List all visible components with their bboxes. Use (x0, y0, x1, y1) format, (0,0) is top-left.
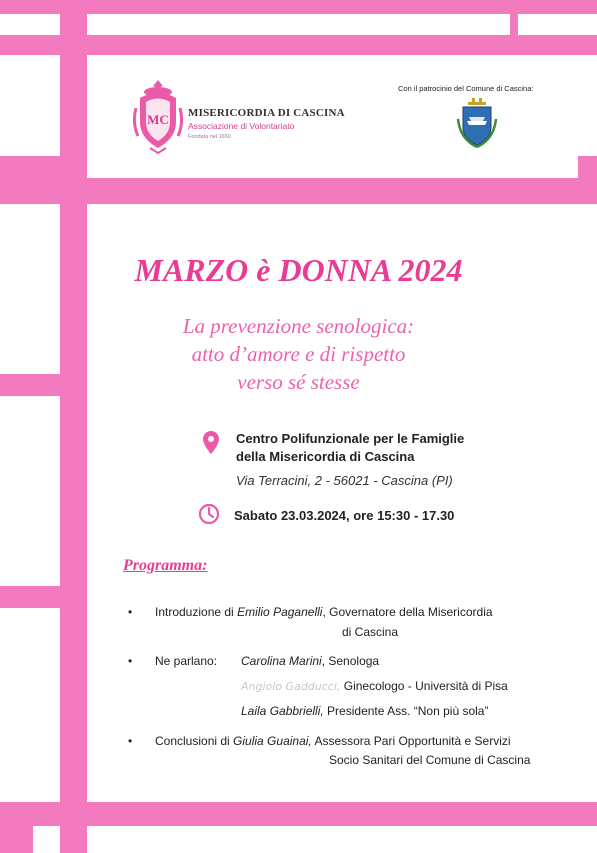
speaker-2 (241, 679, 508, 693)
location-name-line-2: della Misericordia di Cascina (236, 449, 415, 464)
speaker-2-name: Angiolo Gadducci, (241, 680, 341, 693)
conclusion-prefix: Conclusioni di (155, 734, 234, 748)
event-subtitle-line-1: La prevenzione senologica: (182, 314, 415, 338)
bullet-speakers: • (128, 654, 133, 668)
org-subtitle: Associazione di Volontariato (188, 121, 295, 131)
emblem-monogram: MC (147, 112, 169, 127)
map-pin-icon (202, 431, 220, 455)
event-subtitle-line-2: atto d’amore e di rispetto (191, 342, 406, 366)
speaker-3-name: Laila Gabbrielli, (241, 704, 324, 718)
location-name-line-1: Centro Polifunzionale per le Famiglie (236, 431, 465, 446)
org-name: MISERICORDIA DI CASCINA (188, 107, 345, 119)
speaker-1 (241, 654, 379, 668)
frame-right-stub-1 (578, 156, 597, 178)
org-founded: Fondata nel 1650 (188, 134, 231, 140)
intro-prefix: Introduzione di (155, 605, 238, 619)
clock-icon (198, 503, 220, 525)
conclusion-role-line-1: Assessora Pari Opportunità e Servizi (311, 734, 511, 748)
cascina-coat-of-arms-icon (456, 97, 498, 149)
conclusion-line (155, 734, 511, 748)
intro-role-line-2: di Cascina (342, 625, 399, 639)
event-subtitle-line-3: verso sé stesse (237, 370, 360, 394)
programma-heading: Programma: (123, 557, 208, 574)
frame-footer-bar (0, 802, 597, 826)
conclusion-role-line-2: Socio Sanitari del Comune di Cascina (329, 753, 531, 767)
event-datetime: Sabato 23.03.2024, ore 15:30 - 17.30 (234, 508, 455, 523)
speaker-3-role: Presidente Ass. “Non più sola” (323, 704, 489, 718)
conclusion-speaker-name: Giulia Guainai, (233, 734, 312, 748)
frame-header-bottom-bar (0, 178, 597, 204)
speaker-1-name: Carolina Marini (241, 654, 322, 668)
location-address: Via Terracini, 2 - 56021 - Cascina (PI) (236, 473, 453, 488)
bullet-intro: • (128, 605, 133, 619)
intro-line (155, 605, 493, 619)
bullet-conclusion: • (128, 734, 133, 748)
frame-header-top-bar (0, 35, 597, 55)
misericordia-emblem-icon (132, 78, 184, 154)
frame-right-vertical-bar (510, 0, 518, 55)
intro-speaker-name: Emilio Paganelli (237, 605, 323, 619)
frame-left-stub-3 (0, 586, 87, 608)
speaker-2-role: Ginecologo - Università di Pisa (340, 679, 508, 693)
frame-left-stub-1 (0, 156, 87, 178)
frame-left-vertical-bar (60, 0, 87, 853)
frame-bottom-stub (0, 826, 33, 853)
speakers-label: Ne parlano: (155, 654, 218, 668)
patronage-text: Con il patrocinio del Comune di Cascina: (398, 84, 534, 93)
event-title: MARZO è DONNA 2024 (134, 252, 463, 288)
speaker-3 (241, 704, 488, 718)
intro-role-line-1: , Governatore della Misericordia (322, 605, 493, 619)
frame-top-bar (0, 0, 597, 14)
speaker-1-role: , Senologa (321, 654, 380, 668)
